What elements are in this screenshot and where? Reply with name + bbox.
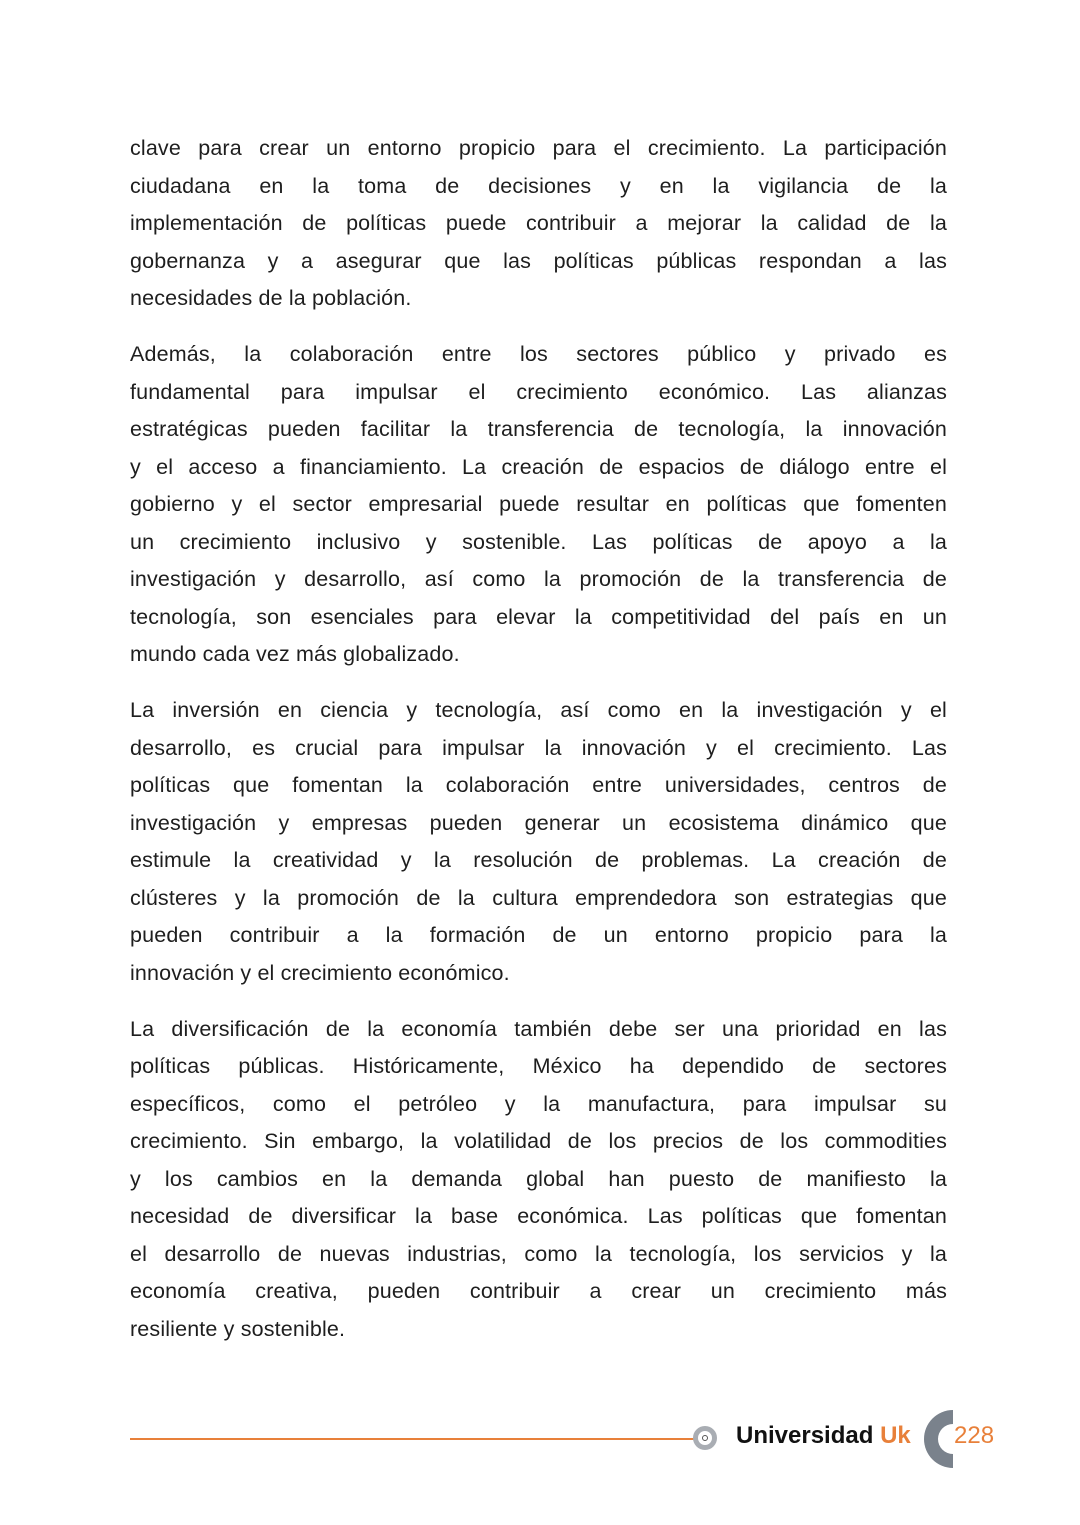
text-line: investigación y empresas pueden generar un ecosistema dinámico que [130,810,947,835]
text-line: necesidad de diversificar la base económica. Las políticas que fomentan [130,1204,947,1228]
brand-main: Universidad [736,1422,874,1449]
text-line: La diversificación de la economía también debe ser una prioridad en las [130,1016,947,1041]
text-line: clave para crear un entorno propicio para el crecimiento. La participación [130,136,947,160]
paragraph [130,1011,947,1349]
text-line: y los cambios en la demanda global han puesto de manifiesto la [130,1166,947,1191]
brand-accent: Uk [880,1422,911,1449]
text-line: innovación y el crecimiento económico. [130,960,510,985]
text-line: gobierno y el sector empresarial puede resultar en políticas que fomenten [130,492,947,516]
text-line: tecnología, son esenciales para elevar la competitividad del país en un [130,604,947,629]
text-line: políticas públicas. Históricamente, México ha dependido de sectores [130,1054,947,1078]
text-line: un crecimiento inclusivo y sostenible. Las políticas de apoyo a la [130,529,947,554]
text-line: estratégicas pueden facilitar la transferencia de tecnología, la innovación [130,417,947,441]
text-line: resiliente y sostenible. [130,1316,346,1341]
text-line: economía creativa, pueden contribuir a crear un crecimiento más [130,1279,947,1303]
footer-rule [130,1438,695,1440]
text-line: desarrollo, es crucial para impulsar la innovación y el crecimiento. Las [130,735,947,760]
text-line: gobernanza y a asegurar que las políticas públicas respondan a las [130,248,947,273]
paragraph [130,130,947,318]
text-line: el desarrollo de nuevas industrias, como la tecnología, los servicios y la [130,1241,947,1266]
brand-logo [736,1422,911,1450]
text-line: necesidades de la población. [130,286,412,310]
text-line: crecimiento. Sin embargo, la volatilidad de los precios de los commodities [130,1129,947,1153]
text-line: Además, la colaboración entre los sectores público y privado es [130,342,947,366]
paragraph [130,336,947,674]
text-line: mundo cada vez más globalizado. [130,642,460,666]
text-line: pueden contribuir a la formación de un entorno propicio para la [130,923,947,947]
text-line: clústeres y la promoción de la cultura emprendedora son estrategias que [130,885,947,910]
text-line: y el acceso a financiamiento. La creación de espacios de diálogo entre el [130,454,947,479]
text-line: políticas que fomentan la colaboración entre universidades, centros de [130,773,947,797]
text-line: investigación y desarrollo, así como la promoción de la transferencia de [130,567,947,591]
target-icon [693,1426,717,1450]
text-line: específicos, como el petróleo y la manufactura, para impulsar su [130,1091,947,1116]
text-line: estimule la creatividad y la resolución de problemas. La creación de [130,848,947,872]
text-line: fundamental para impulsar el crecimiento económico. Las alianzas [130,379,947,404]
body-text [130,130,947,1367]
page-number: 228 [954,1422,995,1449]
text-line: ciudadana en la toma de decisiones y en la vigilancia de la [130,173,947,198]
text-line: implementación de políticas puede contribuir a mejorar la calidad de la [130,211,947,235]
text-line: La inversión en ciencia y tecnología, así como en la investigación y el [130,698,947,722]
paragraph [130,692,947,992]
